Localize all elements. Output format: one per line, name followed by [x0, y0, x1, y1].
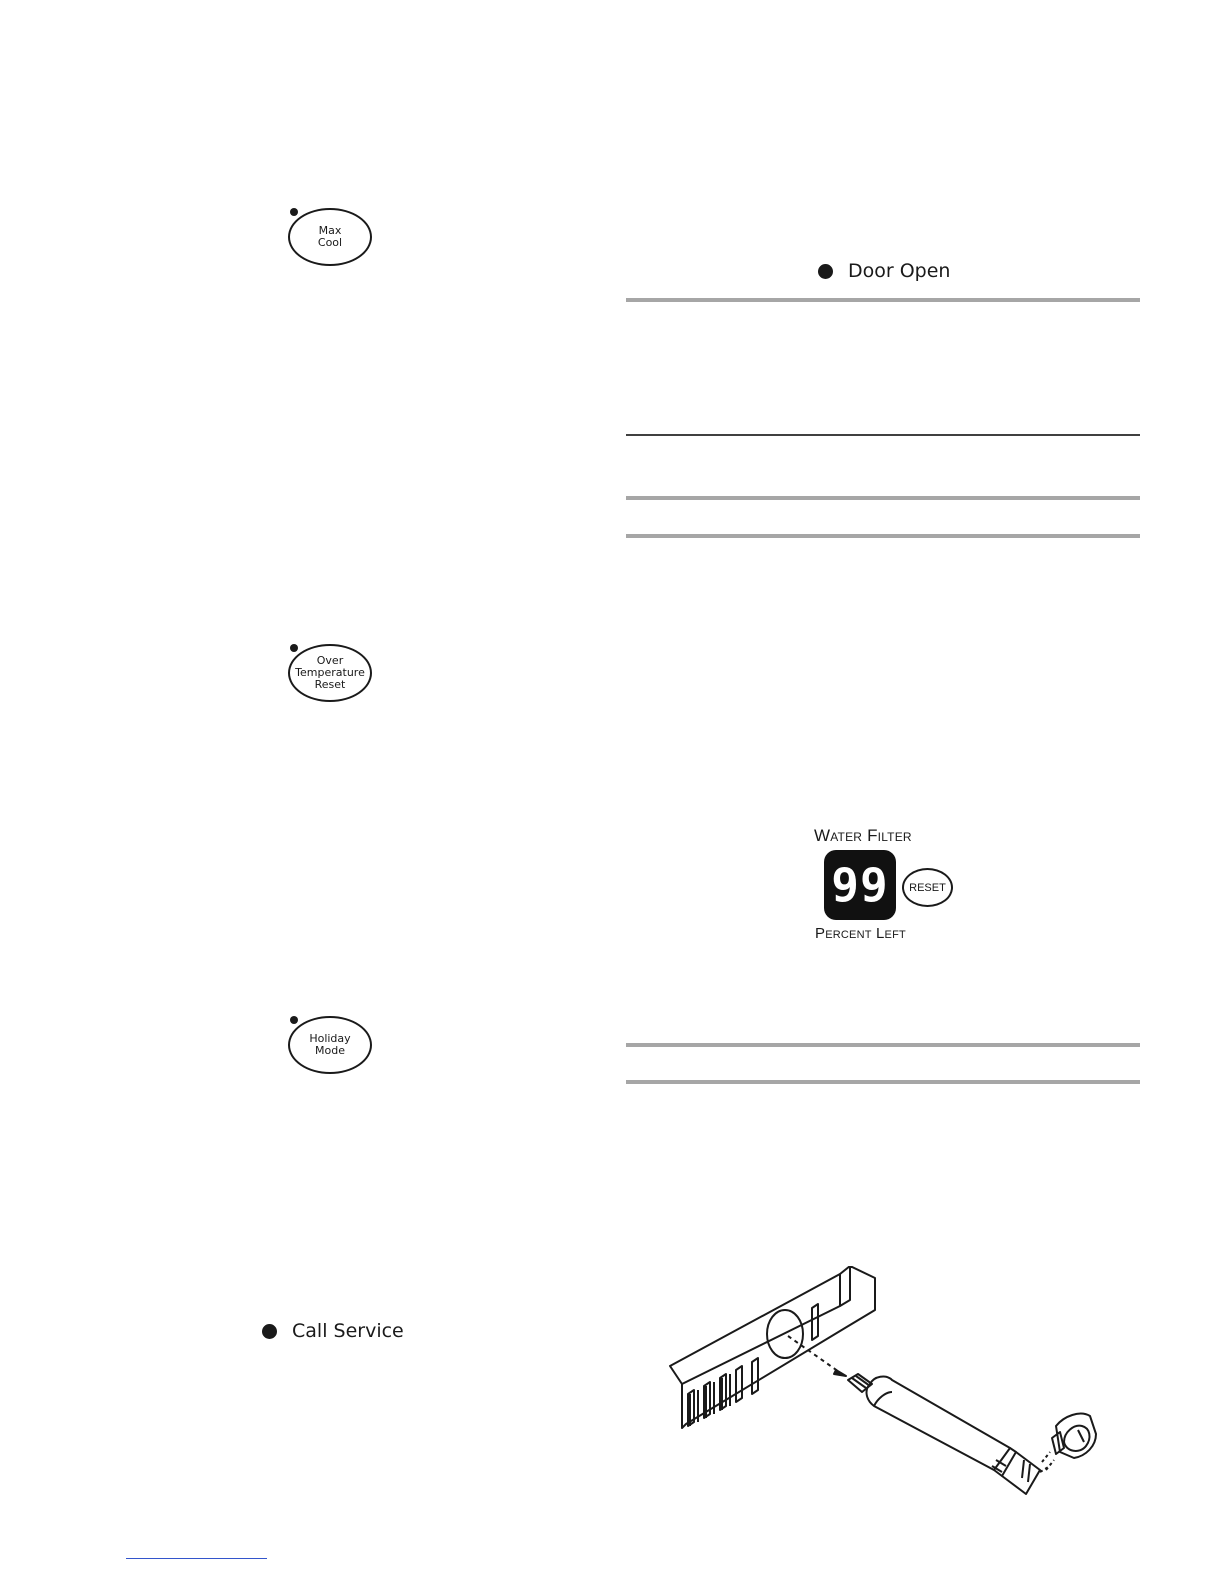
water-filter-reset-label: RESET — [909, 881, 946, 894]
water-filter-reset-button[interactable] — [902, 868, 953, 907]
max-cool-button[interactable] — [288, 208, 372, 266]
over-temperature-reset-button[interactable] — [288, 644, 372, 702]
holiday-mode-button[interactable] — [288, 1016, 372, 1074]
max-cool-led-icon — [290, 208, 298, 216]
over-temp-label-line1: Over — [316, 654, 344, 667]
section-divider — [626, 534, 1140, 538]
holiday-label-line1: Holiday — [309, 1032, 351, 1045]
holiday-label-line2: Mode — [315, 1044, 345, 1057]
water-filter-subtitle: Percent Left — [815, 925, 906, 942]
call-service-label: Call Service — [292, 1320, 404, 1342]
over-temp-label-line2: Temperature — [295, 666, 365, 679]
door-open-label: Door Open — [848, 260, 951, 282]
door-open-indicator — [818, 260, 950, 282]
call-service-led-icon — [262, 1324, 277, 1339]
table-divider — [626, 434, 1140, 436]
door-open-led-icon — [818, 264, 833, 279]
section-divider — [626, 496, 1140, 500]
over-temp-led-icon — [290, 644, 298, 652]
max-cool-label-line2: Cool — [317, 236, 343, 249]
water-filter-display — [824, 850, 896, 920]
section-divider — [626, 1043, 1140, 1047]
over-temp-label-line3: Reset — [314, 678, 346, 691]
holiday-led-icon — [290, 1016, 298, 1024]
water-filter-percent-value: 99 — [831, 858, 889, 912]
section-divider — [626, 1080, 1140, 1084]
max-cool-label-line1: Max — [318, 224, 342, 237]
call-service-indicator — [262, 1320, 404, 1342]
water-filter-title: Water Filter — [814, 826, 912, 845]
footer-link[interactable] — [126, 1558, 267, 1559]
water-filter-installation-illustration — [660, 1266, 1120, 1506]
section-divider — [626, 298, 1140, 302]
